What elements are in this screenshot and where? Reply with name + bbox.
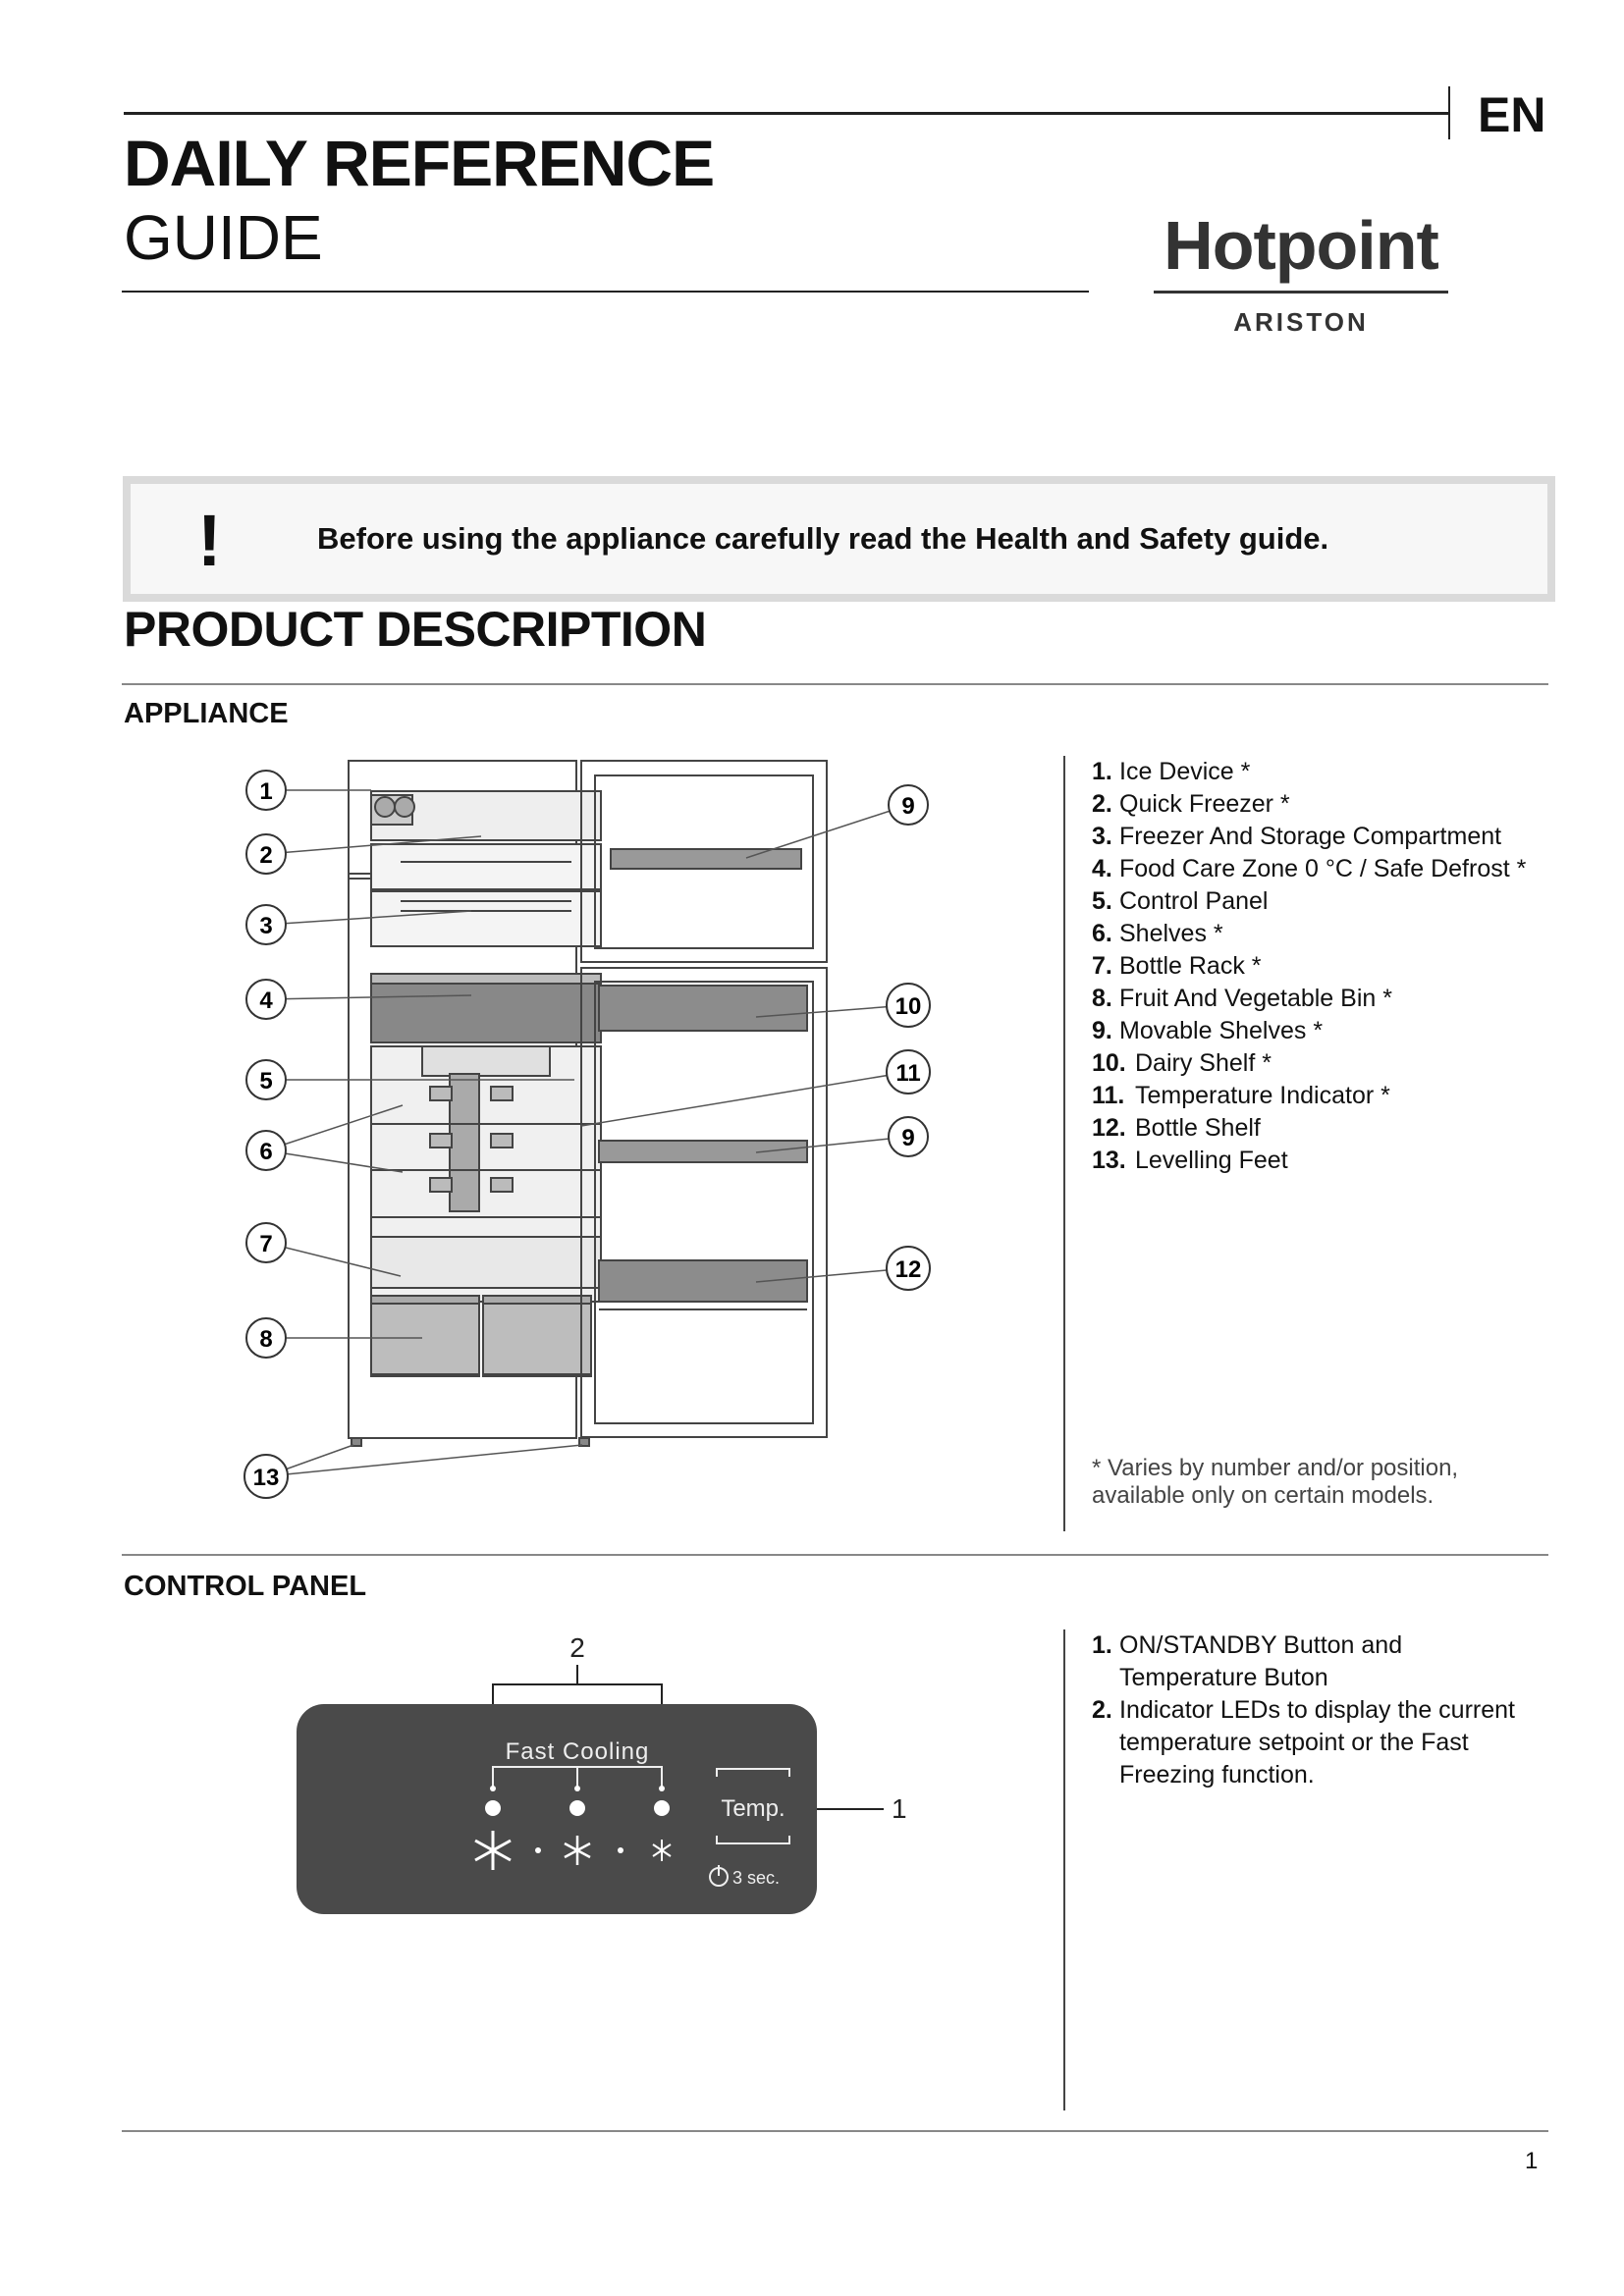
legend-label: ON/STANDBY Button and Temperature Buton [1119,1631,1403,1691]
title-rule [122,291,1089,293]
brand-name: Hotpoint [1164,207,1438,284]
legend-item [1092,1112,1543,1145]
legend-label: Fruit And Vegetable Bin * [1119,985,1392,1012]
legend-label: Control Panel [1119,887,1269,915]
callout-right: 1 [892,1793,907,1824]
availability-note [1092,1455,1458,1510]
led-1 [485,1800,501,1816]
legend-number: 6. [1092,920,1112,947]
legend-number: 2. [1092,790,1112,818]
legend-number: 10. [1092,1049,1126,1077]
legend-item [1092,1080,1543,1112]
svg-text:9: 9 [901,793,915,820]
legend-item [1092,1145,1543,1177]
legend-label: Shelves * [1119,920,1223,947]
legend-item [1092,885,1543,918]
legend-number: 3. [1092,823,1112,850]
svg-text:6: 6 [259,1139,273,1165]
section-title: PRODUCT DESCRIPTION [124,602,707,657]
legend-label: Bottle Shelf [1135,1114,1261,1142]
legend-label: Indicator LEDs to display the current temperature setpoint or the Fast Freezing function. [1119,1696,1515,1789]
legend-item [1092,983,1543,1015]
legend-number: 8. [1092,985,1112,1012]
legend-number: 13. [1092,1147,1126,1174]
legend-number: 9. [1092,1017,1112,1044]
control-section-rule [122,1554,1548,1556]
legend-number: 1. [1092,1631,1112,1659]
legend-label: Ice Device * [1119,758,1251,785]
fast-cooling-label: Fast Cooling [505,1738,650,1765]
footer-rule [122,2130,1548,2132]
callout-7 [246,1223,286,1262]
legend-label: Quick Freezer * [1119,790,1290,818]
svg-text:11: 11 [895,1060,921,1087]
legend-label: Bottle Rack * [1119,952,1262,980]
control-panel-heading: CONTROL PANEL [124,1571,367,1602]
legend-item [1092,821,1543,853]
legend-item [1092,756,1543,788]
legend-item [1092,1629,1524,1694]
legend-label: Levelling Feet [1135,1147,1288,1174]
svg-text:8: 8 [259,1326,273,1353]
appliance-diagram [226,746,952,1512]
legend-item [1092,788,1543,821]
brand-sub: ARISTON [1233,307,1369,337]
svg-text:7: 7 [259,1231,273,1257]
svg-text:13: 13 [252,1465,280,1491]
legend-number: 11. [1092,1082,1125,1109]
legend-item [1092,1694,1524,1791]
led-3 [654,1800,670,1816]
legend-label: Temperature Indicator * [1135,1082,1390,1109]
legend-label: Food Care Zone 0 °C / Safe Defrost * [1119,855,1527,882]
doc-subtitle: GUIDE [124,202,323,273]
legend-label: Movable Shelves * [1119,1017,1324,1044]
hold-duration: 3 sec. [732,1868,781,1888]
callout-9-bottom [889,1117,928,1156]
column-divider-appliance [1063,756,1065,1531]
legend-number: 4. [1092,855,1112,882]
callout-11 [887,1050,930,1094]
svg-text:2: 2 [259,842,273,869]
callout-3 [246,905,286,944]
svg-text:4: 4 [259,988,273,1014]
safety-warning-text: Before using the appliance carefully read the Health and Safety guide. [317,521,1329,556]
callout-9-top [889,785,928,825]
fridge-door [581,968,827,1437]
callout-12 [887,1247,930,1290]
callout-8 [246,1318,286,1358]
page-number: 1 [1525,2148,1539,2174]
callout-6 [246,1131,286,1170]
svg-text:3: 3 [259,913,273,939]
appliance-heading: APPLIANCE [124,698,289,729]
column-divider-control [1063,1629,1065,2110]
svg-text:1: 1 [259,778,273,805]
section-rule [122,683,1548,685]
svg-text:5: 5 [259,1068,273,1095]
legend-label: Freezer And Storage Compartment [1119,823,1502,850]
legend-item [1092,918,1543,950]
legend-label: Dairy Shelf * [1135,1049,1272,1077]
language-code: EN [1478,87,1546,142]
callout-1 [246,771,286,810]
callout-2 [246,834,286,874]
legend-item [1092,853,1543,885]
exclamation-icon: ! [197,500,222,581]
legend-number: 1. [1092,758,1112,785]
callout-13 [244,1455,288,1498]
legend-item [1092,950,1543,983]
logo-rule [1154,291,1448,294]
header-rule [124,112,1449,115]
temp-button: Temp. [721,1795,785,1822]
callout-4 [246,980,286,1019]
appliance-legend [1092,756,1543,1177]
availability-note-line2: available only on certain models. [1092,1482,1435,1509]
legend-number: 7. [1092,952,1112,980]
led-2 [569,1800,585,1816]
legend-item [1092,1015,1543,1047]
control-panel-legend [1092,1629,1524,1791]
legend-number: 2. [1092,1696,1112,1724]
availability-note-line1: * Varies by number and/or position, [1092,1455,1459,1481]
doc-title: DAILY REFERENCE [124,127,715,199]
safety-warning-box [123,476,1555,602]
legend-number: 5. [1092,887,1112,915]
svg-text:10: 10 [894,993,922,1020]
callout-10 [887,984,930,1027]
callout-5 [246,1060,286,1099]
control-panel-diagram [285,1629,913,1924]
callout-top: 2 [569,1632,585,1663]
svg-text:9: 9 [901,1125,915,1151]
svg-text:12: 12 [894,1256,922,1283]
legend-number: 12. [1092,1114,1126,1142]
legend-item [1092,1047,1543,1080]
brand-logo [1154,206,1448,338]
header-divider [1448,86,1450,139]
